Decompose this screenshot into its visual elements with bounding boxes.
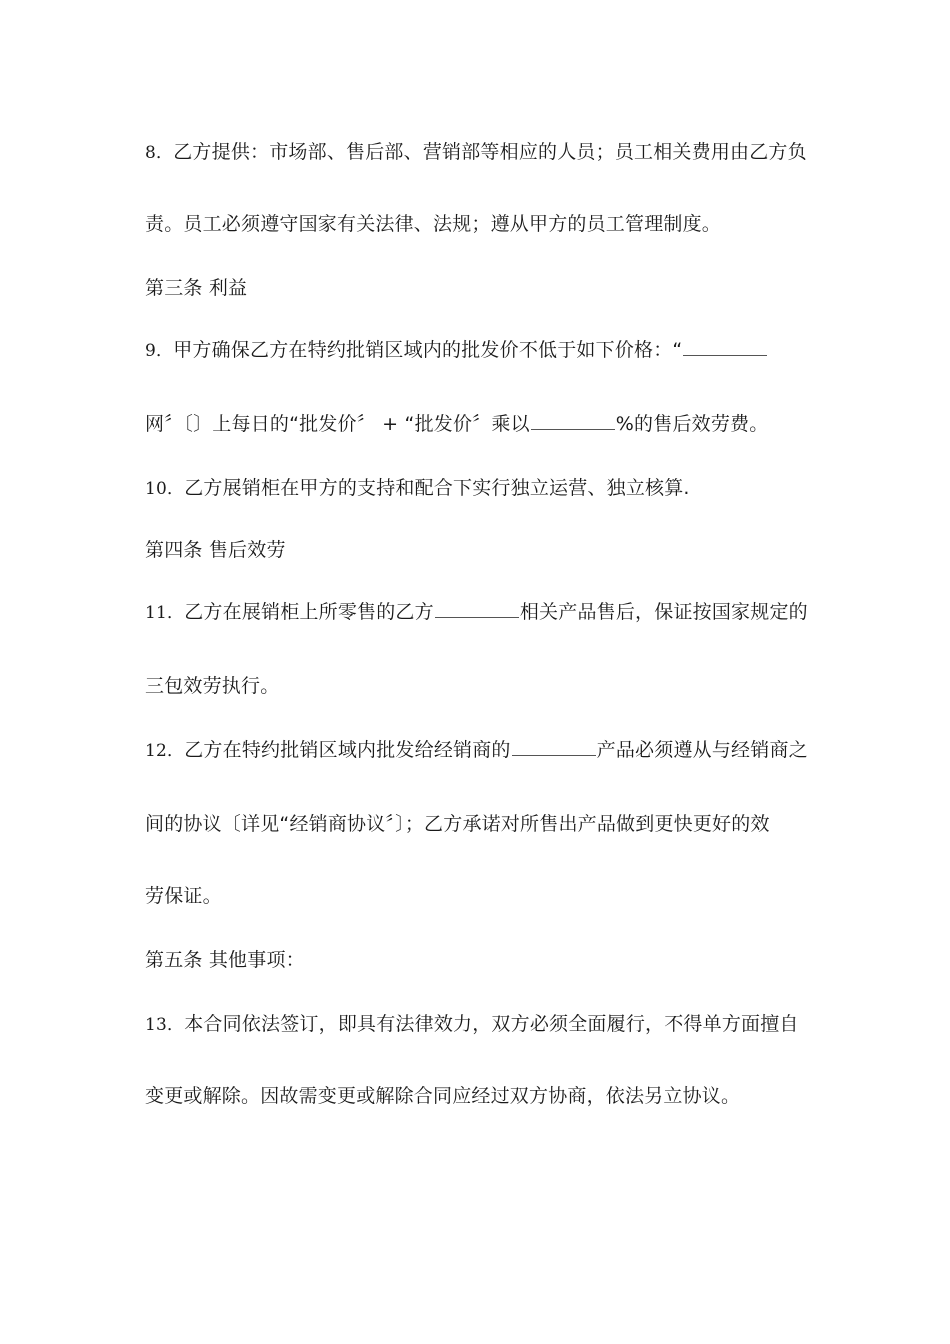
clause-text: 间的协议〔详见“经销商协议〞〕；乙方承诺对所售出产品做到更快更好的效 [145,813,770,835]
clause-11-line-2 [145,674,815,698]
clause-text: 劳保证。 [145,885,222,907]
clause-text: %的售后效劳费。 [615,413,769,435]
clause-10 [145,476,815,501]
section-heading-3: 第三条 利益 [145,277,248,299]
clause-number: 8． [145,143,174,163]
clause-number: 9． [145,341,174,361]
clause-number: 12． [145,741,185,761]
clause-11-line-1 [145,600,815,625]
clause-text: 乙方展销柜在甲方的支持和配合下实行独立运营、独立核算. [184,477,690,499]
clause-text: 乙方提供：市场部、售后部、营销部等相应的人员；员工相关费用由乙方负 [173,141,807,163]
clause-text: 乙方在特约批销区域内批发给经销商的 [184,739,511,761]
clause-12-line-3 [145,884,815,908]
clause-text: 相关产品售后，保证按国家规定的 [519,601,808,623]
clause-8-line-2 [145,212,815,236]
fill-in-blank [683,353,767,356]
fill-in-blank [531,427,615,430]
section-heading-4: 第四条 售后效劳 [145,539,286,561]
clause-13-line-1 [145,1012,815,1037]
clause-text: 三包效劳执行。 [145,675,280,697]
clause-13-line-2 [145,1084,815,1108]
clause-text: 甲方确保乙方在特约批销区域内的批发价不低于如下价格：“ [173,339,683,361]
clause-9-line-2 [145,412,815,436]
section-heading-5: 第五条 其他事项： [145,949,305,971]
fill-in-blank [435,615,519,618]
clause-8-line-1 [145,140,815,165]
clause-number: 10． [145,479,185,499]
clause-12-line-1 [145,738,815,763]
clause-text: 网〞〔〕上每日的“批发价〞 + “批发价〞乘以 [145,413,530,435]
clause-text: 变更或解除。因故需变更或解除合同应经过双方协商，依法另立协议。 [145,1085,741,1107]
clause-text: 产品必须遵从与经销商之 [596,739,808,761]
clause-text: 责。员工必须遵守国家有关法律、法规；遵从甲方的员工管理制度。 [145,213,722,235]
clause-number: 13． [145,1015,185,1035]
clause-12-line-2 [145,812,815,836]
clause-text: 本合同依法签订，即具有法律效力，双方必须全面履行，不得单方面擅自 [184,1013,799,1035]
clause-9-line-1 [145,338,815,363]
clause-number: 11． [145,603,185,623]
fill-in-blank [512,753,596,756]
clause-text: 乙方在展销柜上所零售的乙方 [184,601,434,623]
